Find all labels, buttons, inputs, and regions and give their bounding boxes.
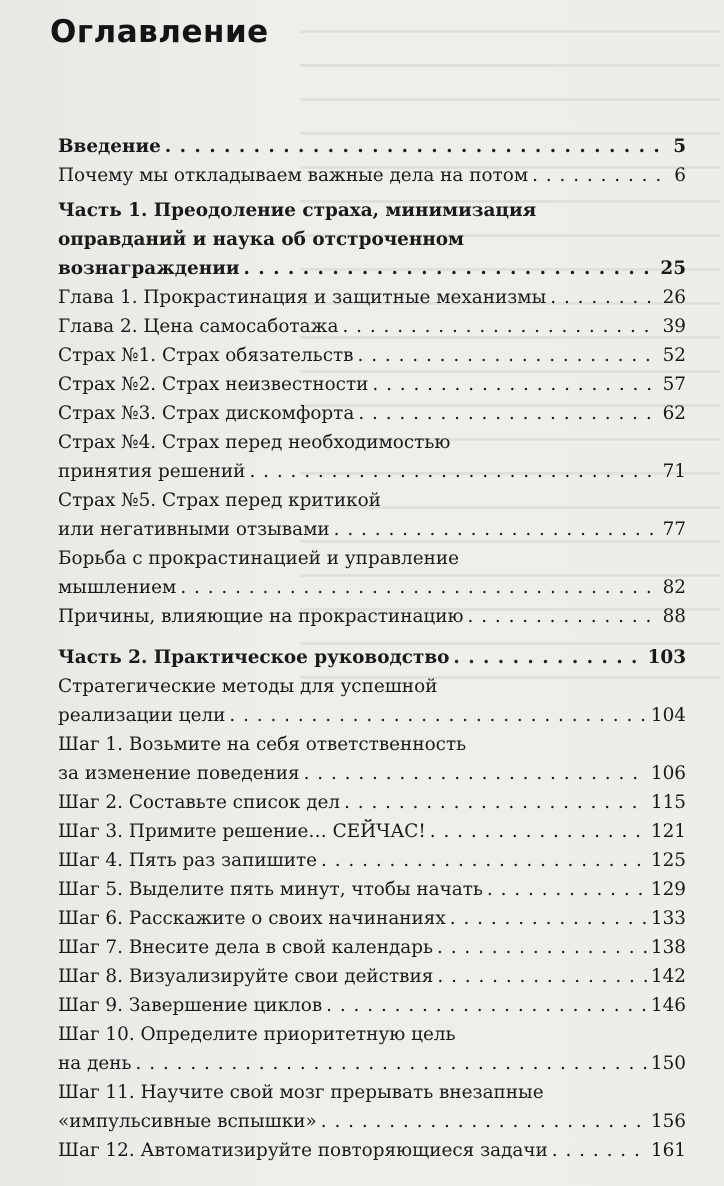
toc-entry-line bbox=[58, 933, 686, 962]
toc-entry-title: Часть 2. Практическое руководство bbox=[58, 647, 450, 668]
toc-page-number: 103 bbox=[647, 647, 686, 668]
toc-entry bbox=[58, 1136, 686, 1165]
toc-page-number: 146 bbox=[650, 995, 686, 1016]
toc-page-number: 125 bbox=[650, 850, 686, 871]
toc-page-number: 150 bbox=[650, 1053, 686, 1074]
dot-leader bbox=[249, 457, 658, 486]
toc-section-part-1 bbox=[58, 196, 686, 631]
toc-entry-title: или негативными отзывами bbox=[58, 519, 330, 540]
toc-entry-line bbox=[58, 602, 686, 631]
toc-entry-line bbox=[58, 486, 686, 515]
toc-entry-line bbox=[58, 1078, 686, 1107]
toc-entry bbox=[58, 1078, 686, 1136]
toc-entry-line bbox=[58, 399, 686, 428]
dot-leader bbox=[180, 573, 658, 602]
toc-entry bbox=[58, 817, 686, 846]
toc-entry-title: принятия решений bbox=[58, 461, 246, 482]
dot-leader bbox=[358, 399, 658, 428]
toc-entry-line bbox=[58, 788, 686, 817]
dot-leader bbox=[453, 643, 643, 672]
toc-entry bbox=[58, 788, 686, 817]
toc-entry-line bbox=[58, 283, 686, 312]
toc-page-number: 26 bbox=[662, 287, 686, 308]
toc-entry-title: Страх №5. Страх перед критикой bbox=[58, 490, 381, 511]
toc-page-number: 106 bbox=[650, 763, 686, 784]
toc-entry-line bbox=[58, 544, 686, 573]
section-spacer bbox=[58, 631, 686, 643]
toc-entry-title: Страх №1. Страх обязательств bbox=[58, 345, 354, 366]
toc-entry bbox=[58, 602, 686, 631]
toc-entry bbox=[58, 1020, 686, 1078]
toc-entry-title: Шаг 7. Внесите дела в свой календарь bbox=[58, 937, 434, 958]
toc-entry bbox=[58, 933, 686, 962]
toc-entry-title: Шаг 4. Пять раз запишите bbox=[58, 850, 318, 871]
toc-entry-line bbox=[58, 875, 686, 904]
toc-entry-line bbox=[58, 846, 686, 875]
toc-page-number: 77 bbox=[662, 519, 686, 540]
toc-entry-line bbox=[58, 341, 686, 370]
toc-entry-title: «импульсивные вспышки» bbox=[58, 1111, 317, 1132]
toc-entry bbox=[58, 875, 686, 904]
dot-leader bbox=[243, 254, 656, 283]
toc-entry-title: Страх №3. Страх дискомфорта bbox=[58, 403, 355, 424]
toc-entry-title: Глава 2. Цена самосаботажа bbox=[58, 316, 339, 337]
toc-entry-title: мышлением bbox=[58, 577, 177, 598]
toc-page-number: 115 bbox=[650, 792, 686, 813]
toc-entry-line bbox=[58, 573, 686, 602]
dot-leader bbox=[532, 161, 670, 190]
toc-entry-line bbox=[58, 254, 686, 283]
dot-leader bbox=[468, 602, 659, 631]
toc-entry-line bbox=[58, 370, 686, 399]
dot-leader bbox=[550, 283, 658, 312]
dot-leader bbox=[165, 132, 669, 161]
toc-entry bbox=[58, 341, 686, 370]
toc-page-number: 161 bbox=[650, 1140, 686, 1161]
toc-entry-line bbox=[58, 161, 686, 190]
toc-entry-line bbox=[58, 962, 686, 991]
toc-page-number: 39 bbox=[662, 316, 686, 337]
toc-entry-title: Глава 1. Прокрастинация и защитные механизмы bbox=[58, 287, 547, 308]
toc-page-number: 129 bbox=[650, 879, 686, 900]
toc-section-intro bbox=[58, 132, 686, 190]
dot-leader bbox=[321, 846, 647, 875]
toc-entry-title: Шаг 12. Автоматизируйте повторяющиеся задачи bbox=[58, 1140, 548, 1161]
toc-entry bbox=[58, 283, 686, 312]
toc-entry-line bbox=[58, 672, 686, 701]
toc-page-number: 138 bbox=[650, 937, 686, 958]
toc-page-number: 121 bbox=[650, 821, 686, 842]
toc-page-number: 52 bbox=[662, 345, 686, 366]
toc-entry-line bbox=[58, 1136, 686, 1165]
dot-leader bbox=[136, 1049, 647, 1078]
toc-entry bbox=[58, 991, 686, 1020]
toc-page-number: 82 bbox=[662, 577, 686, 598]
toc-entry-title: Часть 1. Преодоление страха, минимизация bbox=[58, 200, 537, 221]
toc-entry bbox=[58, 544, 686, 602]
toc-page-number: 156 bbox=[650, 1111, 686, 1132]
toc-entry-title: Шаг 9. Завершение циклов bbox=[58, 995, 323, 1016]
dot-leader bbox=[304, 759, 647, 788]
toc-entry-line bbox=[58, 515, 686, 544]
dot-leader bbox=[334, 515, 659, 544]
toc-entry-line bbox=[58, 1020, 686, 1049]
toc-entry-line bbox=[58, 817, 686, 846]
toc-entry bbox=[58, 399, 686, 428]
toc-entry bbox=[58, 370, 686, 399]
toc-page-number: 57 bbox=[662, 374, 686, 395]
toc-entry-title: вознаграждении bbox=[58, 258, 240, 279]
toc-part-heading bbox=[58, 132, 686, 161]
dot-leader bbox=[321, 1107, 647, 1136]
toc-entry-title: Шаг 11. Научите свой мозг прерывать внезапные bbox=[58, 1082, 544, 1103]
toc-entry-line bbox=[58, 904, 686, 933]
toc-entry-line bbox=[58, 1107, 686, 1136]
toc-entry-line bbox=[58, 701, 686, 730]
dot-leader bbox=[342, 312, 658, 341]
toc-entry-line bbox=[58, 312, 686, 341]
toc-entry bbox=[58, 486, 686, 544]
toc-entry-title: Шаг 2. Составьте список дел bbox=[58, 792, 341, 813]
toc-entry-title: Введение bbox=[58, 136, 161, 157]
toc-entry bbox=[58, 730, 686, 788]
toc-entry-title: Шаг 5. Выделите пять минут, чтобы начать bbox=[58, 879, 483, 900]
toc-entry-title: Страх №4. Страх перед необходимостью bbox=[58, 432, 451, 453]
toc-entry-title: Шаг 8. Визуализируйте свои действия bbox=[58, 966, 434, 987]
toc-part-heading bbox=[58, 196, 686, 283]
dot-leader bbox=[552, 1136, 647, 1165]
toc-page-number: 104 bbox=[650, 705, 686, 726]
dot-leader bbox=[326, 991, 647, 1020]
dot-leader bbox=[437, 962, 647, 991]
toc-entry-title: Шаг 3. Примите решение… СЕЙЧАС! bbox=[58, 821, 426, 842]
dot-leader bbox=[487, 875, 647, 904]
toc-entry-title: Причины, влияющие на прокрастинацию bbox=[58, 606, 464, 627]
dot-leader bbox=[430, 817, 647, 846]
dot-leader bbox=[450, 904, 647, 933]
toc-section-part-2 bbox=[58, 643, 686, 1165]
toc-entry-line bbox=[58, 643, 686, 672]
toc-entry bbox=[58, 672, 686, 730]
toc-part-heading bbox=[58, 643, 686, 672]
toc-page-number: 88 bbox=[662, 606, 686, 627]
dot-leader bbox=[344, 788, 647, 817]
page-title: Оглавление bbox=[50, 14, 269, 50]
dot-leader bbox=[358, 341, 659, 370]
toc-page-number: 62 bbox=[662, 403, 686, 424]
table-of-contents bbox=[58, 132, 686, 1165]
toc-page-number: 71 bbox=[662, 461, 686, 482]
toc-entry bbox=[58, 904, 686, 933]
toc-entry-line bbox=[58, 759, 686, 788]
toc-entry bbox=[58, 846, 686, 875]
toc-entry-title: Страх №2. Страх неизвестности bbox=[58, 374, 369, 395]
toc-entry-line bbox=[58, 991, 686, 1020]
toc-entry-title: на день bbox=[58, 1053, 132, 1074]
toc-entry-line bbox=[58, 457, 686, 486]
toc-entry bbox=[58, 312, 686, 341]
toc-entry-line bbox=[58, 225, 686, 254]
toc-page-number: 5 bbox=[673, 136, 686, 157]
dot-leader bbox=[229, 701, 646, 730]
toc-page-number: 133 bbox=[650, 908, 686, 929]
toc-entry-line bbox=[58, 428, 686, 457]
toc-entry bbox=[58, 161, 686, 190]
toc-entry-title: Шаг 1. Возьмите на себя ответственность bbox=[58, 734, 467, 755]
toc-entry-title: Шаг 6. Расскажите о своих начинаниях bbox=[58, 908, 446, 929]
toc-entry-line bbox=[58, 196, 686, 225]
toc-entry-title: реализации цели bbox=[58, 705, 226, 726]
toc-entry bbox=[58, 962, 686, 991]
toc-entry-line bbox=[58, 1049, 686, 1078]
toc-entry-line bbox=[58, 730, 686, 759]
toc-page-number: 6 bbox=[674, 165, 686, 186]
toc-entry-title: оправданий и наука об отстроченном bbox=[58, 229, 465, 250]
dot-leader bbox=[437, 933, 647, 962]
toc-entry bbox=[58, 428, 686, 486]
toc-entry-title: за изменение поведения bbox=[58, 763, 300, 784]
toc-entry-line bbox=[58, 132, 686, 161]
toc-entry-title: Почему мы откладываем важные дела на потом bbox=[58, 165, 529, 186]
toc-page-number: 25 bbox=[660, 258, 686, 279]
toc-entry-title: Шаг 10. Определите приоритетную цель bbox=[58, 1024, 456, 1045]
toc-entry-title: Борьба с прокрастинацией и управление bbox=[58, 548, 459, 569]
toc-entry-title: Стратегические методы для успешной bbox=[58, 676, 438, 697]
toc-page-number: 142 bbox=[650, 966, 686, 987]
dot-leader bbox=[372, 370, 658, 399]
